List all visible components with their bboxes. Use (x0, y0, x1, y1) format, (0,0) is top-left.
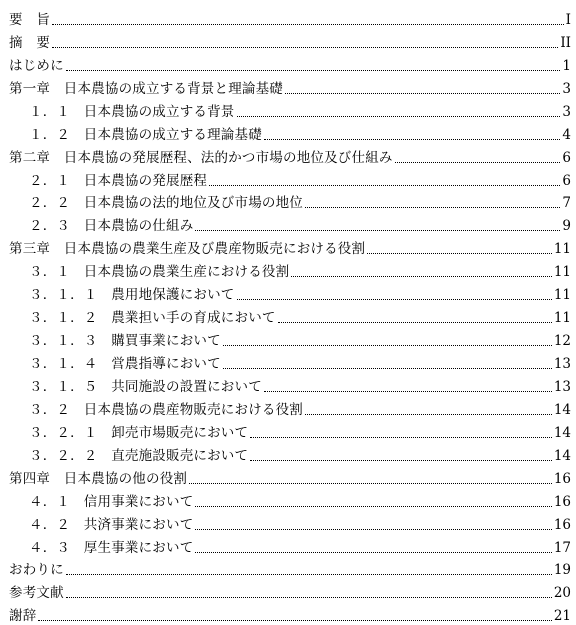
toc-entry-title: 要 旨 (9, 11, 51, 28)
toc-dot-leader (223, 344, 552, 346)
toc-entry-section-4-1 (9, 488, 571, 511)
toc-entry-page: I (565, 11, 571, 28)
toc-dot-leader (291, 275, 552, 277)
toc-entry-chapter-2 (9, 144, 571, 167)
toc-entry-title: ３．１．２ 農業担い手の育成において (29, 310, 276, 327)
toc-entry-title: 第四章 日本農協の他の役割 (9, 470, 188, 487)
toc-entry-acknowledgements (9, 602, 571, 625)
toc-entry-section-3-1-5 (9, 373, 571, 396)
toc-entry-chapter-3 (9, 235, 571, 258)
toc-entry-section-3-2 (9, 396, 571, 419)
toc-entry-section-3-1-2 (9, 304, 571, 327)
toc-dot-leader (237, 298, 552, 300)
toc-entry-section-2-1 (9, 167, 571, 190)
toc-entry-title: おわりに (9, 562, 64, 579)
toc-entry-page: 16 (553, 470, 571, 487)
toc-entry-page: 16 (553, 493, 571, 510)
toc-entry-title: はじめに (9, 57, 64, 74)
toc-entry-section-3-2-2 (9, 442, 571, 465)
toc-dot-leader (264, 138, 561, 140)
toc-entry-section-4-2 (9, 511, 571, 534)
toc-dot-leader (285, 92, 560, 94)
toc-entry-title: ３．１ 日本農協の農業生産における役割 (29, 264, 290, 281)
toc-entry-title: 第二章 日本農協の発展歴程、法的かつ市場の地位及び仕組み (9, 149, 393, 166)
toc-entry-title: 謝辞 (9, 608, 37, 625)
toc-dot-leader (264, 390, 552, 392)
toc-dot-leader (195, 528, 551, 530)
toc-entry-title: 摘 要 (9, 34, 51, 51)
toc-entry-title: ３．１．５ 共同施設の設置において (29, 378, 262, 395)
toc-entry-page: 6 (562, 149, 571, 166)
toc-dot-leader (250, 436, 552, 438)
toc-dot-leader (237, 115, 561, 117)
toc-entry-section-3-1-1 (9, 281, 571, 304)
toc-dot-leader (66, 69, 561, 71)
toc-entry-title: ３．２ 日本農協の農産物販売における役割 (29, 401, 303, 418)
toc-entry-title: ２．３ 日本農協の仕組み (29, 218, 194, 235)
toc-dot-leader (52, 46, 558, 48)
toc-dot-leader (278, 321, 552, 323)
toc-dot-leader (223, 367, 552, 369)
toc-dot-leader (305, 413, 552, 415)
toc-dot-leader (250, 459, 552, 461)
toc-entry-title: ３．１．４ 営農指導において (29, 356, 221, 372)
toc-entry-page: 14 (553, 447, 571, 464)
toc-dot-leader (38, 619, 551, 621)
toc-entry-title: ４．３ 厚生事業において (29, 539, 194, 556)
toc-entry-page: 13 (553, 356, 571, 372)
toc-dot-leader (66, 596, 552, 598)
toc-dot-leader (189, 482, 552, 484)
toc-entry-page: 7 (562, 195, 571, 212)
toc-entry-section-1-2 (9, 121, 571, 144)
toc-entry-page: 11 (553, 241, 571, 258)
toc-entry-page: 20 (553, 585, 571, 602)
toc-entry-page: 19 (553, 562, 571, 579)
toc-entry-section-3-2-1 (9, 419, 571, 442)
toc-entry-page: 11 (553, 264, 571, 281)
toc-entry-page: 13 (553, 378, 571, 395)
toc-dot-leader (195, 505, 551, 507)
toc-entry-page: 6 (562, 172, 571, 189)
toc-entry-section-2-3 (9, 212, 571, 235)
toc-entry-page: 11 (553, 310, 571, 327)
toc-entry-page: 11 (553, 287, 571, 304)
toc-entry-title: ２．２ 日本農協の法的地位及び市場の地位 (29, 195, 303, 212)
toc-entry-title: ３．２．１ 卸売市場販売において (29, 424, 249, 441)
toc-entry-section-3-1 (9, 258, 571, 281)
toc-entry-section-2-2 (9, 190, 571, 213)
toc-entry-page: 12 (553, 333, 571, 350)
toc-dot-leader (195, 229, 560, 231)
toc-dot-leader (367, 252, 552, 254)
toc-entry-title: 参考文献 (9, 585, 64, 602)
toc-entry-title: ３．２．２ 直売施設販売において (29, 447, 249, 464)
toc-entry-page: II (560, 34, 571, 51)
toc-entry-chapter-1 (9, 75, 571, 98)
toc-entry-title: ４．１ 信用事業において (29, 493, 194, 510)
toc-dot-leader (195, 551, 551, 553)
toc-dot-leader (305, 206, 560, 208)
toc-entry-page: 9 (562, 218, 571, 235)
toc-entry-tekiyou (9, 29, 571, 52)
toc-dot-leader (66, 573, 552, 575)
toc-entry-page: 17 (553, 539, 571, 556)
toc-entry-page: 14 (553, 424, 571, 441)
toc-entry-title: ３．１．１ 農用地保護において (29, 287, 235, 304)
toc-entry-title: １．２ 日本農協の成立する理論基礎 (29, 126, 262, 143)
toc-entry-page: 3 (562, 103, 571, 120)
toc-entry-chapter-4 (9, 465, 571, 488)
toc-entry-section-4-3 (9, 534, 571, 557)
toc-entry-page: 4 (562, 126, 571, 143)
toc-entry-section-3-1-4 (9, 350, 571, 373)
toc-entry-title: ２．１ 日本農協の発展歴程 (29, 172, 208, 189)
toc-entry-title: 第一章 日本農協の成立する背景と理論基礎 (9, 80, 283, 97)
toc-entry-page: 21 (553, 608, 571, 625)
toc-entry-references (9, 579, 571, 602)
toc-dot-leader (52, 23, 564, 25)
toc-entry-title: １．１ 日本農協の成立する背景 (29, 103, 235, 120)
toc-entry-title: 第三章 日本農協の農業生産及び農産物販売における役割 (9, 241, 366, 258)
toc-entry-title: ３．１．３ 購買事業において (29, 333, 221, 350)
toc-entry-page: 3 (562, 80, 571, 97)
toc-entry-page: 1 (562, 57, 571, 74)
toc-entry-hajimeni (9, 52, 571, 75)
toc-entry-page: 14 (553, 401, 571, 418)
toc-entry-section-3-1-3 (9, 327, 571, 350)
toc-entry-page: 16 (553, 516, 571, 533)
toc-entry-section-1-1 (9, 98, 571, 121)
toc-dot-leader (209, 184, 560, 186)
table-of-contents (9, 6, 571, 625)
toc-dot-leader (395, 161, 561, 163)
toc-entry-youshi (9, 6, 571, 29)
toc-entry-title: ４．２ 共済事業において (29, 516, 194, 533)
